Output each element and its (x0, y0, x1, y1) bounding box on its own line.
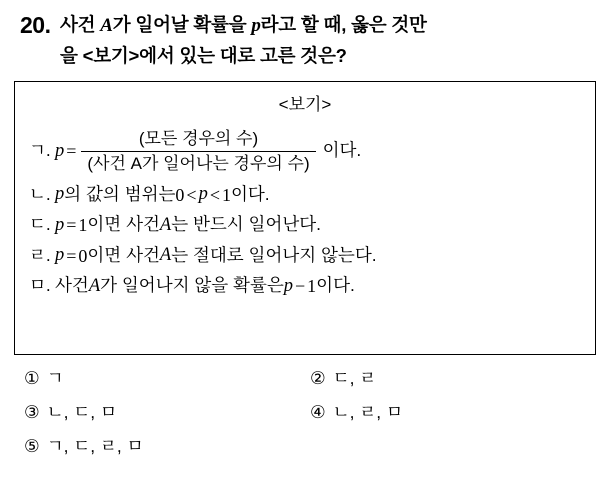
boggi-item-1-tail: 이다. (322, 140, 362, 161)
boggi-item-4-t2: 는 절대로 일어나지 않는다. (171, 244, 377, 265)
boggi-item-3-t1: 이면 사건 (87, 214, 160, 235)
boggi-item-4-t1: 이면 사건 (87, 244, 160, 265)
boggi-item-5-var: A (88, 275, 101, 296)
question-number: 20. (20, 12, 51, 38)
stem-var-p: p (251, 15, 261, 36)
answer-option-1[interactable] (24, 365, 310, 390)
boggi-item-3-label: ㄷ. (29, 214, 51, 235)
boggi-item-2-n2: 1 (221, 184, 231, 205)
boggi-item-1-label: ㄱ. (29, 140, 51, 161)
boggi-item-4-n1: 0 (78, 245, 88, 266)
answer-row-1 (24, 365, 596, 390)
answer-option-5[interactable] (24, 433, 314, 458)
answer-text-1: ㄱ (46, 368, 64, 388)
boggi-item-2 (29, 185, 581, 204)
answer-text-2: ㄷ, ㄹ (332, 368, 377, 388)
boggi-item-4-label: ㄹ. (29, 244, 51, 265)
answer-row-3 (24, 433, 596, 458)
boggi-item-4-p1: p (55, 245, 65, 266)
stem-var-a: A (100, 15, 113, 36)
answer-text-4: ㄴ, ㄹ, ㅁ (332, 402, 403, 422)
answer-marker-2: ② (310, 368, 326, 388)
boggi-item-1-lhs: p (55, 140, 65, 161)
answer-row-2 (24, 399, 596, 424)
boggi-item-5-label: ㅁ. (29, 275, 51, 296)
boggi-title: <보기> (278, 95, 332, 114)
boggi-item-2-p2: p (198, 184, 208, 205)
stem-part-a: 사건 (60, 14, 101, 35)
boggi-item-2-n1: 0 (175, 184, 185, 205)
boggi-item-2-t2: 이다. (230, 183, 270, 204)
boggi-item-3-var: A (159, 214, 172, 235)
question-stem (14, 10, 596, 71)
answer-option-3[interactable] (24, 399, 310, 424)
boggi-item-4-var: A (159, 245, 172, 266)
fraction-numerator: (모든 경우의 수) (138, 129, 259, 148)
boggi-item-3 (29, 216, 581, 235)
boggi-item-1 (29, 129, 581, 173)
answer-marker-5: ⑤ (24, 436, 40, 456)
fraction-denominator: (사건 A가 일어나는 경우의 수) (87, 153, 310, 173)
boggi-item-3-p1: p (55, 214, 65, 235)
boggi-item-5-op: − (295, 276, 306, 297)
boggi-item-1-equals: = (66, 141, 77, 162)
answer-marker-3: ③ (24, 402, 40, 422)
answer-option-4[interactable] (310, 399, 596, 424)
boggi-item-5-t3: 이다. (316, 275, 355, 296)
boggi-item-3-t2: 는 반드시 일어난다. (171, 214, 322, 235)
boggi-item-5-p: p (283, 275, 294, 296)
boggi-item-2-op2: < (209, 184, 220, 205)
boggi-item-3-op1: = (66, 215, 77, 236)
boggi-item-2-p1: p (55, 184, 65, 205)
boggi-box (14, 81, 596, 355)
answer-text-3: ㄴ, ㄷ, ㅁ (46, 402, 117, 422)
answer-text-5: ㄱ, ㄷ, ㄹ, ㅁ (46, 436, 144, 456)
stem-part-c: 라고 할 때, 옳은 것만 (260, 14, 427, 35)
stem-part-b: 가 일어날 확률을 (112, 14, 252, 35)
probability-fraction (81, 129, 315, 173)
answer-options (14, 365, 596, 458)
boggi-item-2-t1: 의 값의 범위는 (64, 183, 176, 204)
boggi-item-5 (29, 277, 581, 296)
boggi-item-2-label: ㄴ. (29, 183, 51, 204)
answer-option-2[interactable] (310, 365, 596, 390)
boggi-item-5-n: 1 (307, 276, 317, 297)
boggi-item-3-n1: 1 (78, 215, 88, 236)
boggi-item-5-t2: 가 일어나지 않을 확률은 (100, 275, 284, 296)
boggi-item-5-t1: 사건 (55, 275, 89, 296)
boggi-item-2-op1: < (186, 184, 197, 205)
question-text-line-1 (60, 10, 596, 41)
boggi-item-4 (29, 246, 581, 265)
answer-marker-1: ① (24, 368, 40, 388)
answer-marker-4: ④ (310, 402, 326, 422)
boggi-item-4-op1: = (66, 245, 77, 266)
question-text-line-2: 을 <보기>에서 있는 대로 고른 것은? (60, 45, 347, 66)
